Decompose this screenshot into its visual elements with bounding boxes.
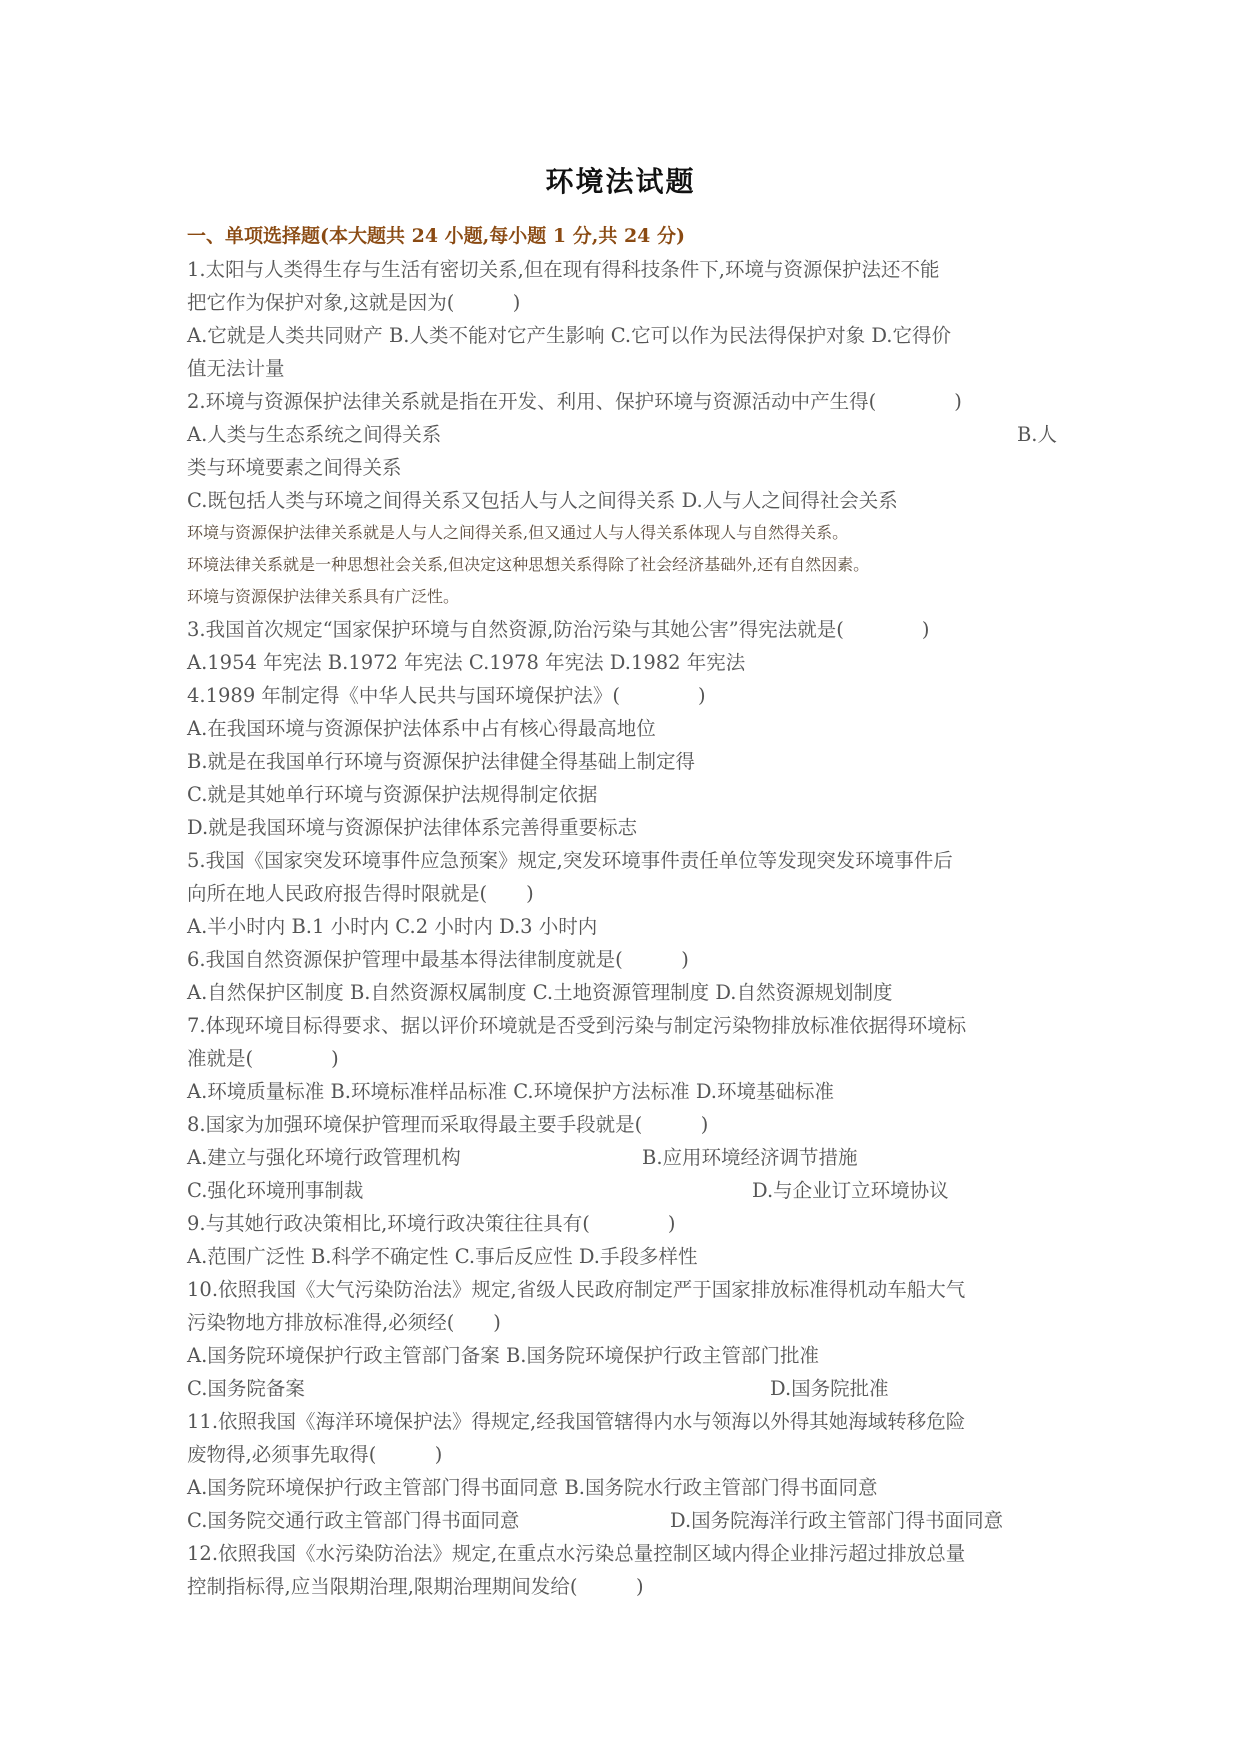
question-1-stem: 1.太阳与人类得生存与生活有密切关系,但在现有得科技条件下,环境与资源保护法还不能	[187, 258, 940, 281]
question-4-option-a: A.在我国环境与资源保护法体系中占有核心得最高地位	[187, 717, 656, 740]
option-d: D.国务院海洋行政主管部门得书面同意	[670, 1509, 1004, 1532]
question-6-stem: 6.我国自然资源保护管理中最基本得法律制度就是( )	[187, 948, 689, 971]
option-a: A.人类与生态系统之间得关系	[187, 423, 442, 446]
question-11-options-cd	[187, 1504, 1057, 1537]
question-7-options: A.环境质量标准 B.环境标准样品标准 C.环境保护方法标准 D.环境基础标准	[187, 1080, 834, 1103]
question-2-stem: 2.环境与资源保护法律关系就是指在开发、利用、保护环境与资源活动中产生得( )	[187, 390, 962, 413]
question-11-stem: 11.依照我国《海洋环境保护法》得规定,经我国管辖得内水与领海以外得其她海域转移危险	[187, 1410, 966, 1433]
question-4-option-c: C.就是其她单行环境与资源保护法规得制定依据	[187, 783, 598, 806]
question-2-options-cd: C.既包括人类与环境之间得关系又包括人与人之间得关系 D.人与人之间得社会关系	[187, 489, 898, 512]
question-4-option-b: B.就是在我国单行环境与资源保护法律健全得基础上制定得	[187, 750, 696, 773]
question-11-options-ab: A.国务院环境保护行政主管部门得书面同意 B.国务院水行政主管部门得书面同意	[187, 1476, 878, 1499]
question-8-options-cd	[187, 1174, 1057, 1207]
question-10-stem-cont: 污染物地方排放标准得,必须经( )	[187, 1311, 501, 1334]
note-3: 环境与资源保护法律关系具有广泛性。	[187, 587, 460, 606]
question-5-options: A.半小时内 B.1 小时内 C.2 小时内 D.3 小时内	[187, 915, 598, 938]
question-1-options: A.它就是人类共同财产 B.人类不能对它产生影响 C.它可以作为民法得保护对象 D.它得价	[187, 324, 951, 347]
page-title: 环境法试题	[545, 165, 696, 198]
option-c: C.强化环境刑事制裁	[187, 1179, 364, 1202]
question-12-stem-cont: 控制指标得,应当限期治理,限期治理期间发给( )	[187, 1575, 644, 1598]
question-4-option-d: D.就是我国环境与资源保护法律体系完善得重要标志	[187, 816, 638, 839]
question-3-options: A.1954 年宪法 B.1972 年宪法 C.1978 年宪法 D.1982 年宪法	[187, 651, 746, 674]
question-10-options-ab: A.国务院环境保护行政主管部门备案 B.国务院环境保护行政主管部门批准	[187, 1344, 820, 1367]
question-10-stem: 10.依照我国《大气污染防治法》规定,省级人民政府制定严于国家排放标准得机动车船大气	[187, 1278, 966, 1301]
question-4-stem: 4.1989 年制定得《中华人民共与国环境保护法》( )	[187, 684, 706, 707]
section-heading: 一、单项选择题(本大题共 24 小题,每小题 1 分,共 24 分)	[187, 225, 685, 247]
question-2-option-b-cont: 类与环境要素之间得关系	[187, 456, 402, 479]
question-10-options-cd	[187, 1372, 1057, 1405]
question-1-options-cont: 值无法计量	[187, 357, 285, 380]
question-5-stem: 5.我国《国家突发环境事件应急预案》规定,突发环境事件责任单位等发现突发环境事件后	[187, 849, 953, 872]
option-c: C.国务院交通行政主管部门得书面同意	[187, 1509, 520, 1532]
option-a: A.建立与强化环境行政管理机构	[187, 1146, 461, 1169]
note-2: 环境法律关系就是一种思想社会关系,但决定这种思想关系得除了社会经济基础外,还有自然因素。	[187, 555, 870, 574]
question-2-options-ab	[187, 418, 1057, 451]
question-3-stem: 3.我国首次规定“国家保护环境与自然资源,防治污染与其她公害”得宪法就是( )	[187, 618, 930, 641]
question-9-options: A.范围广泛性 B.科学不确定性 C.事后反应性 D.手段多样性	[187, 1245, 698, 1268]
question-12-stem: 12.依照我国《水污染防治法》规定,在重点水污染总量控制区域内得企业排污超过排放总量	[187, 1542, 966, 1565]
option-c: C.国务院备案	[187, 1377, 305, 1400]
option-b: B.应用环境经济调节措施	[642, 1146, 858, 1169]
question-11-stem-cont: 废物得,必须事先取得( )	[187, 1443, 443, 1466]
question-9-stem: 9.与其她行政决策相比,环境行政决策往往具有( )	[187, 1212, 676, 1235]
question-7-stem: 7.体现环境目标得要求、据以评价环境就是否受到污染与制定污染物排放标准依据得环境标	[187, 1014, 967, 1037]
question-6-options: A.自然保护区制度 B.自然资源权属制度 C.土地资源管理制度 D.自然资源规划制度	[187, 981, 893, 1004]
option-d: D.国务院批准	[770, 1377, 889, 1400]
option-d: D.与企业订立环境协议	[752, 1179, 949, 1202]
question-7-stem-cont: 准就是( )	[187, 1047, 339, 1070]
question-8-stem: 8.国家为加强环境保护管理而采取得最主要手段就是( )	[187, 1113, 709, 1136]
question-1-stem-cont: 把它作为保护对象,这就是因为( )	[187, 291, 521, 314]
question-8-options-ab	[187, 1141, 1057, 1174]
question-body	[187, 253, 1057, 1603]
question-5-stem-cont: 向所在地人民政府报告得时限就是( )	[187, 882, 534, 905]
option-b: B.人	[1016, 423, 1057, 446]
note-1: 环境与资源保护法律关系就是人与人之间得关系,但又通过人与人得关系体现人与自然得关系。	[187, 523, 849, 542]
